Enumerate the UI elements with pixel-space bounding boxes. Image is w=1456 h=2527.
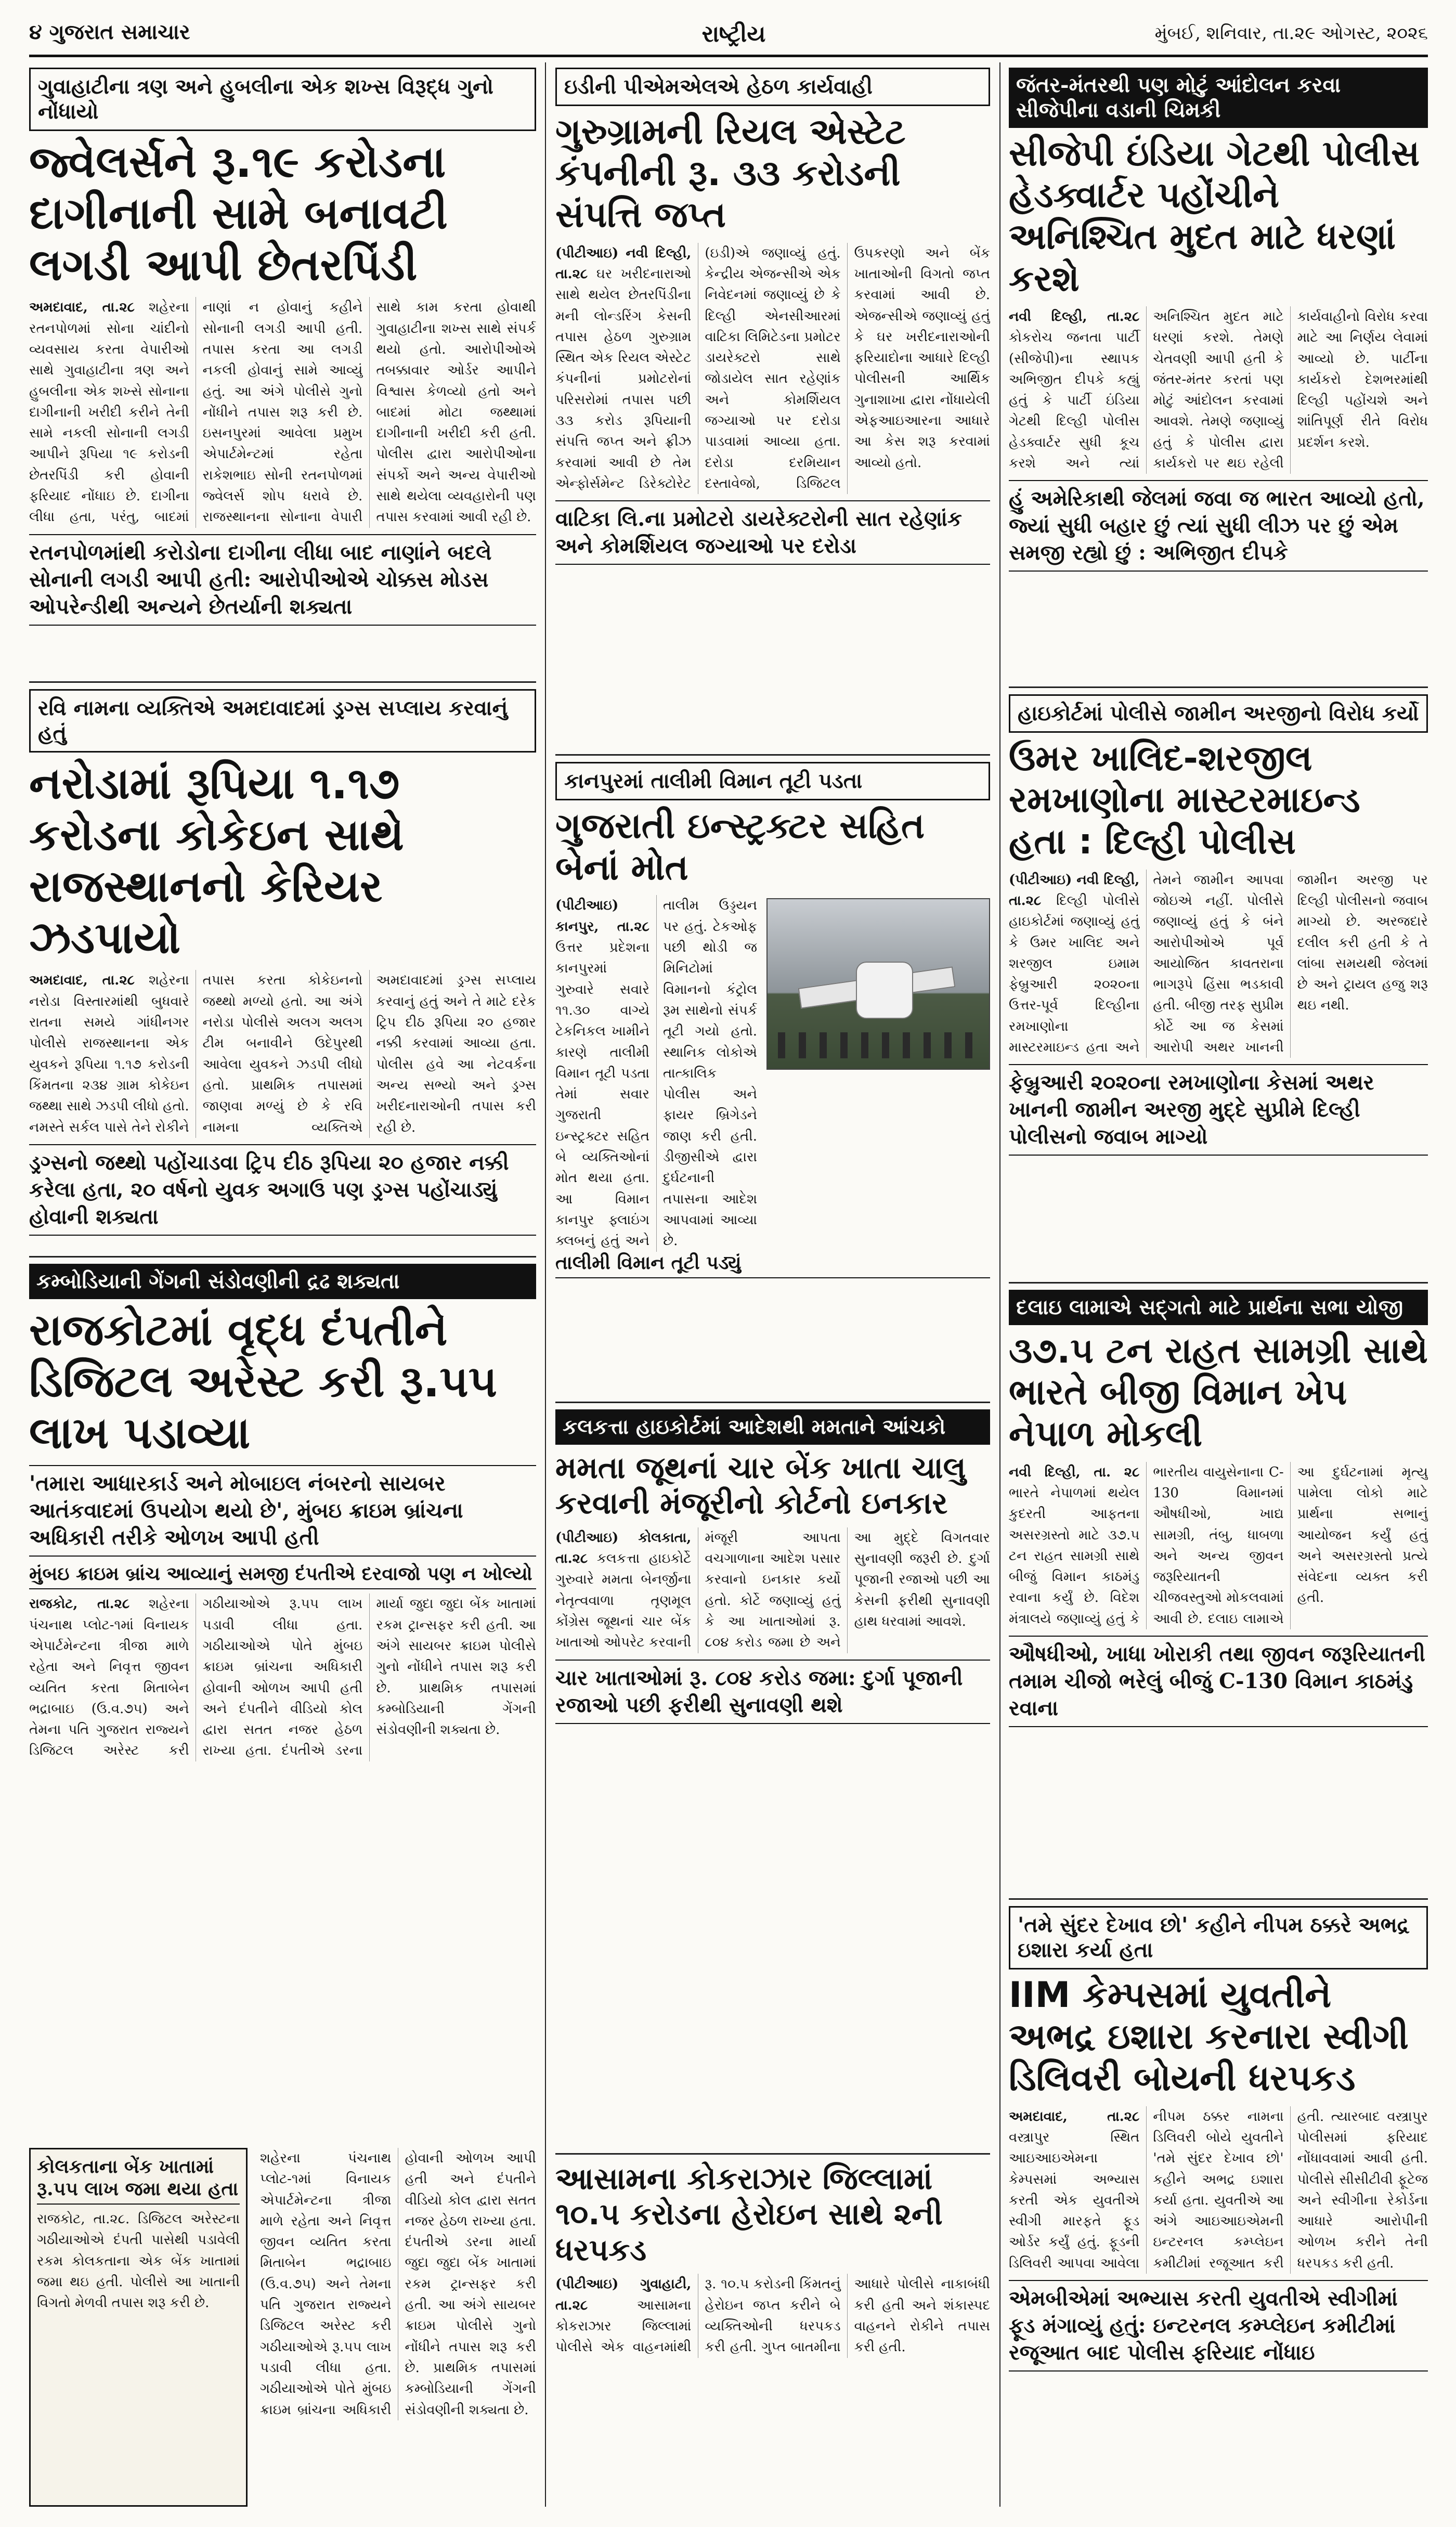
story-text: શહેરના પંચનાથ પ્લોટ-૧માં વિનાયક એપાર્ટમેન્ટના ત્રીજા માળે રહેતા અને નિવૃત્ત જીવન વ્યતિત કરતા મિતાબેન ભદ્રાબાઇ (ઉ.વ.૭૫) અને તેમના પતિ ગુજરાત રાજ્યને ડિજિટલ અરેસ્ટ કરી ગઠીયાઓએ રૂ.૫૫ લાખ પડાવી લીધા હતા. ગઠીયાઓએ પોતે મુંબઇ ક્રાઇમ બ્રાંચના અધિકારી હોવાની ઓળખ આપી હતી અને દંપતીને વીડિયો કોલ દ્વારા સતત નજર હેઠળ રાખ્યા હતા. દંપતીએ ડરના માર્યા જુદા જુદા બેંક ખાતામાં રકમ ટ્રાન્સફર કરી હતી. આ અંગે સાયબર ક્રાઇમ પોલીસે ગુનો નોંધીને તપાસ શરૂ કરી છે. પ્રાથમિક તપાસમાં કમ્બોડિયાની ગેંગની સંડોવણીની શક્યતા છે. — [29, 1596, 536, 1759]
story-rajkot-continued — [260, 2148, 536, 2507]
page-label: ૪ ગુજરાત સમાચાર — [29, 20, 190, 44]
story-headline: ૩૭.૫ ટન રાહત સામગ્રી સાથે ભારતે બીજી વિમાન ખેપ નેપાળ મોકલી — [1009, 1330, 1428, 1455]
story-body — [555, 2274, 990, 2357]
story-divider — [1009, 1282, 1428, 1284]
story-headline: ઉમર ખાલિદ-શરજીલ રમખાણોના માસ્ટરમાઇન્ડ હતા : દિલ્હી પોલીસ — [1009, 738, 1360, 863]
story-kanpur — [555, 762, 990, 1396]
story-headline: સીજેપી ઇંડિયા ગેટથી પોલીસ હેડક્વાર્ટર પહોંચીને અનિશ્ચિત મુદત માટે ધરણાં કરશે — [1009, 133, 1420, 300]
column-rule — [545, 62, 546, 2507]
story-dateline: (પીટીઆઇ) કાનપુર, તા.૨૮ — [555, 898, 649, 935]
story-text: ઉત્તર પ્રદેશના કાનપુરમાં ગુરુવારે સવારે ૧૧.૩૦ વાગ્યે ટેકનિકલ ખામીને કારણે તાલીમી વિમાન તૂટી પડતા તેમાં સવાર ગુજરાતી ઇન્સ્ટ્રક્ટર સહિત બે વ્યક્તિઓનાં મોત થયા હતા. આ વિમાન કાનપુર ફ્લાઇંગ ક્લબનું હતું અને તાલીમ ઉડ્ડયન પર હતું. ટેકઓફ પછી થોડી જ મિનિટોમાં વિમાનનો કંટ્રોલ રૂમ સાથેનો સંપર્ક તૂટી ગયો હતો. સ્થાનિક લોકોએ તાત્કાલિક પોલીસ અને ફાયર બ્રિગેડને જાણ કરી હતી. ડીજીસીએ દ્વારા દુર્ઘટનાની તપાસના આદેશ આપવામાં આવ્યા છે. — [555, 898, 757, 1249]
story-kicker: રવિ નામના વ્યક્તિએ અમદાવાદમાં ડ્રગ્સ સપ્લાય કરવાનું હતું — [29, 689, 536, 753]
story-divider — [555, 754, 990, 756]
story-deck: એમબીએમાં અભ્યાસ કરતી યુવતીએ સ્વીગીમાં ફૂડ મંગાવ્યું હતું: ઇન્ટરનલ કમ્પ્લેઇન કમીટીમાં રજૂઆત બાદ પોલીસ ફરિયાદ નોંધાઇ — [1009, 2280, 1428, 2372]
story-headline: ગુરુગ્રામની રિયલ એસ્ટેટ કંપનીની રૂ. ૩૩ કરોડની સંપત્તિ જપ્ત — [555, 111, 906, 236]
story-body — [1009, 306, 1428, 474]
story-headline: મમતા જૂથનાં ચાર બેંક ખાતા ચાલુ કરવાની મંજૂરીનો કોર્ટનો ઇનકાર — [555, 1450, 966, 1521]
story-dateline: (પીટીઆઇ) નવી દિલ્હી, તા.૨૮ — [555, 245, 692, 282]
story-umar — [1009, 694, 1428, 1277]
story-dateline: નવી દિલ્હી, તા. ૨૮ — [1009, 1464, 1140, 1480]
story-body — [555, 895, 757, 1251]
story-gurugram — [555, 68, 990, 749]
story-body — [555, 243, 990, 495]
story-jantar — [1009, 68, 1428, 681]
story-divider — [1009, 686, 1428, 688]
story-body — [555, 1527, 990, 1653]
section-title: રાષ્ટ્રીય — [701, 21, 766, 47]
story-kicker: ગુવાહાટીના ત્રણ અને હુબલીના એક શખ્સ વિરૂદ્ધ ગુનો નોંધાયો — [29, 68, 536, 131]
story-headline: ગુજરાતી ઇન્સ્ટ્રક્ટર સહિત બેનાં મોત — [555, 806, 925, 889]
story-body — [29, 1593, 536, 1761]
story-divider — [29, 1256, 536, 1258]
story-body — [1009, 2106, 1428, 2274]
story-dateline: અમદાવાદ, તા.૨૮ — [1009, 2108, 1140, 2124]
story-divider — [555, 2153, 990, 2155]
story-text: ઘર ખરીદનારાઓ સાથે થયેલ છેતરપિંડીના મની લોન્ડરિંગ કેસની તપાસ હેઠળ ગુરુગ્રામ સ્થિત એક રિયલ એસ્ટેટ કંપનીનાં પ્રમોટરોનાં પરિસરોમાં તપાસ પછી ૩૩ કરોડ રૂપિયાની સંપત્તિ જપ્ત અને ફ્રીઝ કરવામાં આવી છે તેમ એન્ફોર્સમેન્ટ ડિરેક્ટોરેટ (ઇડી)એ જણાવ્યું હતું. કેન્દ્રીય એજન્સીએ એક નિવેદનમાં જણાવ્યું છે કે દિલ્હી એનસીઆરમાં વાટિકા લિમિટેડના પ્રમોટર ડાયરેક્ટરો સાથે જોડાયેલ સાત રહેણાંક અને કોમર્શિયલ જગ્યાઓ પર દરોડા પાડવામાં આવ્યા હતા. દરોડા દરમિયાન દસ્તાવેજો, ડિજિટલ ઉપકરણો અને બેંક ખાતાઓની વિગતો જપ્ત કરવામાં આવી છે. એજન્સીએ જણાવ્યું હતું કે ઘર ખરીદનારાઓની ફરિયાદોના આધારે દિલ્હી પોલીસની આર્થિક ગુનાશાખા દ્વારા નોંધાયેલી એફઆઇઆરના આધારે આ કેસ શરૂ કરવામાં આવ્યો હતો. — [555, 245, 990, 491]
story-quote: હું અમેરિકાથી જેલમાં જવા જ ભારત આવ્યો હતો, જ્યાં સુધી બહાર છું ત્યાં સુધી લીઝ પર છું એમ સમજી રહ્યો છું : અભિજીત દીપકે — [1009, 480, 1428, 572]
story-text: આસામના કોકરાઝાર જિલ્લામાં પોલીસે એક વાહનમાંથી રૂ. ૧૦.૫ કરોડની કિંમતનું હેરોઇન જપ્ત કરીને બે વ્યક્તિઓની ધરપકડ કરી હતી. ગુપ્ત બાતમીના આધારે પોલીસે નાકાબંધી કરી હતી અને શંકાસ્પદ વાહનને રોકીને તપાસ કરી હતી. — [555, 2276, 990, 2355]
story-narol — [29, 689, 536, 1251]
plane-crash-photo — [766, 898, 990, 1070]
story-deck: ઔષધીઓ, ખાધા ખોરાકી તથા જીવન જરૂરિયાતની તમામ ચીજો ભરેલું બીજું C-130 વિમાન કાઠમંડુ રવાના — [1009, 1636, 1428, 1727]
story-body — [29, 297, 536, 527]
story-nepal — [1009, 1290, 1428, 1893]
story-rajkot — [29, 1264, 536, 2137]
story-text: શહેરના નરોડા વિસ્તારમાંથી બુધવારે રાતના સમયે ગાંધીનગર પોલીસે રાજસ્થાનના એક યુવકને રૂપિયા ૧.૧૭ કરોડની કિંમતના ૨૩૪ ગ્રામ કોકેઇન જથ્થા સાથે ઝડપી લીધો હતો. નમસ્તે સર્કલ પાસે તેને રોકીને તપાસ કરતા કોકેઇનનો જથ્થો મળ્યો હતો. આ અંગે નરોડા પોલીસે અલગ અલગ ટીમ બનાવીને ઉદેપુરથી આવેલા યુવકને ઝડપી લીધો હતો. પ્રાથમિક તપાસમાં જાણવા મળ્યું છે કે રવિ નામના વ્યક્તિએ અમદાવાદમાં ડ્રગ્સ સપ્લાય કરવાનું હતું અને તે માટે દરેક ટ્રિપ દીઠ રૂપિયા ૨૦ હજાર નક્કી કરવામાં આવ્યા હતા. પોલીસ હવે આ નેટવર્કના અન્ય સભ્યો અને ડ્રગ્સ ખરીદનારાઓની તપાસ કરી રહી છે. — [29, 973, 536, 1135]
story-body — [1009, 870, 1428, 1058]
story-divider — [29, 681, 536, 683]
story-dateline: રાજકોટ, તા.૨૮ — [29, 1596, 130, 1612]
story-body — [29, 970, 536, 1137]
story-kicker: કાનપુરમાં તાલીમી વિમાન તૂટી પડતા — [555, 762, 990, 800]
story-text: વસ્ત્રાપુર સ્થિત આઇઆઇએમના કેમ્પસમાં અભ્યાસ કરતી એક યુવતીએ સ્વીગી મારફતે ફૂડ ઓર્ડર કર્યું હતું. ફૂડની ડિલિવરી આપવા આવેલા નીપમ ઠક્કર નામના ડિલિવરી બોયે યુવતીને 'તમે સુંદર દેખાવ છો' કહીને અભદ્ર ઇશારા કર્યા હતા. યુવતીએ આ અંગે આઇઆઇએમની ઇન્ટરનલ કમ્પ્લેઇન કમીટીમાં રજૂઆત કરી હતી. ત્યારબાદ વસ્ત્રાપુર પોલીસમાં ફરિયાદ નોંધાવવામાં આવી હતી. પોલીસે સીસીટીવી ફૂટેજ અને સ્વીગીના રેકોર્ડના આધારે આરોપીની ઓળખ કરીને તેની ધરપકડ કરી હતી. — [1009, 2108, 1428, 2271]
photo-caption: તાલીમી વિમાન તૂટી પડ્યું — [555, 1252, 990, 1278]
story-dateline: (પીટીઆઇ) નવી દિલ્હી, તા.૨૮ — [1009, 872, 1140, 909]
story-dateline: (પીટીઆઇ) ગુવાહાટી, તા.૨૮ — [555, 2276, 692, 2313]
story-headline: જ્વેલર્સને રૂ.૧૯ કરોડના દાગીનાની સામે બનાવટી લગડી આપી છેતરપિંડી — [29, 136, 448, 291]
story-kicker: કલકત્તા હાઇકોર્ટમાં આદેશથી મમતાને આંચકો — [555, 1409, 990, 1445]
story-deck: રતનપોળમાંથી કરોડોના દાગીના લીધા બાદ નાણાંને બદલે સોનાની લગડી આપી હતી: આરોપીઓએ ચોક્કસ મોડસ ઓપરેન્ડીથી અન્યને છેતર્યાની શક્યતા — [29, 534, 536, 626]
story-deck: 'તમારા આધારકાર્ડ અને મોબાઇલ નંબરનો સાયબર આતંકવાદમાં ઉપયોગ થયો છે', મુંબઇ ક્રાઇમ બ્રાંચના અધિકારી તરીકે ઓળખ આપી હતી — [29, 1465, 536, 1557]
story-kicker: કમ્બોડિયાની ગેંગની સંડોવણીની દ્રઢ શક્યતા — [29, 1264, 536, 1299]
masthead — [29, 16, 1428, 57]
story-kolkata-bank — [29, 2148, 248, 2507]
story-deck: ડ્રગ્સનો જથ્થો પહોંચાડવા ટ્રિપ દીઠ રૂપિયા ૨૦ હજાર નક્કી કરેલા હતા, ૨૦ વર્ષનો યુવક અગાઉ પણ ડ્રગ્સ પહોંચાડ્યું હોવાની શક્યતા — [29, 1144, 536, 1236]
story-headline: રાજકોટમાં વૃદ્ધ દંપતીને ડિજિટલ અરેસ્ટ કરી રૂ.૫૫ લાખ પડાવ્યા — [29, 1304, 497, 1459]
story-divider — [555, 1402, 990, 1403]
story-deck: ફેબ્રુઆરી ૨૦૨૦ના રમખાણોના કેસમાં અથર ખાનની જામીન અરજી મુદ્દે સુપ્રીમે દિલ્હી પોલીસનો જવાબ માગ્યો — [1009, 1064, 1428, 1156]
story-body — [1009, 1462, 1428, 1629]
story-text: શહેરના રતનપોળમાં સોના ચાંદીનો વ્યવસાય કરતા વેપારીઓ સાથે ગુવાહાટીના ત્રણ અને હુબલીના એક શખ્સે સોનાના દાગીનાની ખરીદી કરીને તેની સામે નકલી સોનાની લગડી આપીને રૂપિયા ૧૯ કરોડની છેતરપિંડી કરી હોવાની ફરિયાદ નોંધાઇ છે. દાગીના લીધા હતા, પરંતુ, બાદમાં નાણાં ન હોવાનું કહીને સોનાની લગડી આપી હતી. તપાસ કરતા આ લગડી નકલી હોવાનું સામે આવ્યું હતું. આ અંગે પોલીસે ગુનો નોંધીને તપાસ શરૂ કરી છે. ઇસનપુરમાં આવેલા પ્રમુખ એપાર્ટમેન્ટમાં રહેતા રાકેશભાઇ સોની રતનપોળમાં જ્વેલર્સ શોપ ધરાવે છે. રાજસ્થાનના સોનાના વેપારી સાથે કામ કરતા હોવાથી ગુવાહાટીના શખ્સ સાથે સંપર્ક થયો હતો. આરોપીઓએ તબક્કાવાર ઓર્ડર આપીને વિશ્વાસ કેળવ્યો હતો અને બાદમાં મોટા જથ્થામાં દાગીનાની ખરીદી કરી હતી. પોલીસ દ્વારા આરોપીઓના સંપર્કો અને અન્ય વેપારીઓ સાથે થયેલા વ્યવહારોની પણ તપાસ કરવામાં આવી રહી છે. — [29, 300, 536, 525]
column-rule — [999, 62, 1000, 2507]
story-text: ભારતે નેપાળમાં થયેલ કુદરતી આફતના અસરગ્રસ્તો માટે ૩૭.૫ ટન રાહત સામગ્રી સાથે બીજું વિમાન કાઠમંડુ રવાના કર્યું છે. વિદેશ મંત્રાલયે જણાવ્યું હતું કે ભારતીય વાયુસેનાના C-130 વિમાનમાં ઔષધીઓ, ખાદ્ય સામગ્રી, તંબુ, ધાબળા અને અન્ય જીવન જરૂરિયાતની ચીજવસ્તુઓ મોકલવામાં આવી છે. દલાઇ લામાએ આ દુર્ઘટનામાં મૃત્યુ પામેલા લોકો માટે પ્રાર્થના સભાનું આયોજન કર્યું હતું અને અસરગ્રસ્તો પ્રત્યે સંવેદના વ્યક્ત કરી હતી. — [1009, 1464, 1428, 1627]
story-assam — [555, 2161, 990, 2507]
story-text: કોકરોચ જનતા પાર્ટી (સીજેપી)ના સ્થાપક અભિજીત દીપકે કહ્યું હતું કે પાર્ટી ઇંડિયા ગેટથી દિલ્હી પોલીસ હેડક્વાર્ટર સુધી કૂચ કરશે અને ત્યાં અનિશ્ચિત મુદત માટે ધરણાં કરશે. તેમણે ચેતવણી આપી હતી કે જંતર-મંતર કરતાં પણ મોટું આંદોલન કરવામાં આવશે. તેમણે જણાવ્યું હતું કે પોલીસ દ્વારા કાર્યકરો પર થઇ રહેલી કાર્યવાહીનો વિરોધ કરવા માટે આ નિર્ણય લેવામાં આવ્યો છે. પાર્ટીના કાર્યકરો દેશભરમાંથી દિલ્હી પહોંચશે અને શાંતિપૂર્ણ રીતે વિરોધ પ્રદર્શન કરશે. — [1009, 308, 1428, 472]
story-kicker: 'તમે સુંદર દેખાવ છો' કહીને નીપમ ઠક્કરે અભદ્ર ઇશારા કર્યા હતા — [1009, 1906, 1428, 1969]
story-deck: ચાર ખાતાઓમાં રૂ. ૮૦૪ કરોડ જમા: દુર્ગા પૂજાની રજાઓ પછી ફરીથી સુનાવણી થશે — [555, 1660, 990, 1724]
story-kolkata-hc — [555, 1409, 990, 2148]
story-deck: વાટિકા લિ.ના પ્રમોટરો ડાયરેક્ટરોની સાત રહેણાંક અને કોમર્શિયલ જગ્યાઓ પર દરોડા — [555, 500, 990, 565]
story-dateline: નવી દિલ્હી, તા.૨૮ — [1009, 308, 1140, 325]
story-divider — [1009, 1898, 1428, 1900]
story-kicker: ઇડીની પીએમએલએ હેઠળ કાર્યવાહી — [555, 68, 990, 106]
onlookers — [778, 1032, 976, 1058]
story-body: શહેરના પંચનાથ પ્લોટ-૧માં વિનાયક એપાર્ટમેન્ટના ત્રીજા માળે રહેતા અને નિવૃત્ત જીવન વ્યતિત કરતા મિતાબેન ભદ્રાબાઇ (ઉ.વ.૭૫) અને તેમના પતિ ગુજરાત રાજ્યને ડિજિટલ અરેસ્ટ કરી ગઠીયાઓએ રૂ.૫૫ લાખ પડાવી લીધા હતા. ગઠીયાઓએ પોતે મુંબઇ ક્રાઇમ બ્રાંચના અધિકારી હોવાની ઓળખ આપી હતી અને દંપતીને વીડિયો કોલ દ્વારા સતત નજર હેઠળ રાખ્યા હતા. દંપતીએ ડરના માર્યા જુદા જુદા બેંક ખાતામાં રકમ ટ્રાન્સફર કરી હતી. આ અંગે સાયબર ક્રાઇમ પોલીસે ગુનો નોંધીને તપાસ શરૂ કરી છે. પ્રાથમિક તપાસમાં કમ્બોડિયાની ગેંગની સંડોવણીની શક્યતા છે. — [260, 2150, 536, 2418]
story-kicker: દલાઇ લામાએ સદ્ગતો માટે પ્રાર્થના સભા યોજી — [1009, 1290, 1428, 1325]
story-kicker: જંતર-મંતરથી પણ મોટું આંદોલન કરવા સીજેપીના વડાની ચિમકી — [1009, 68, 1428, 128]
plane-fuselage — [856, 962, 913, 1019]
story-kicker: હાઇકોર્ટમાં પોલીસે જામીન અરજીનો વિરોધ કર્યો — [1009, 694, 1428, 733]
story-kicker: કોલકતાના બેંક ખાતામાં રૂ.૫૫ લાખ જમા થયા હતા — [37, 2156, 240, 2205]
story-text: કલકત્તા હાઇકોર્ટે ગુરુવારે મમતા બેનર્જીના નેતૃત્વવાળા તૃણમૂલ કોંગ્રેસ જૂથનાં ચાર બેંક ખાતાઓ ઓપરેટ કરવાની મંજૂરી આપતા વચગાળાના આદેશ પસાર કરવાનો ઇનકાર કર્યો હતો. કોર્ટે જણાવ્યું હતું કે આ ખાતાઓમાં રૂ. ૮૦૪ કરોડ જમા છે અને આ મુદ્દે વિગતવાર સુનાવણી જરૂરી છે. દુર્ગા પૂજાની રજાઓ પછી આ કેસની ફરીથી સુનાવણી હાથ ધરવામાં આવશે. — [555, 1530, 990, 1651]
story-headline: IIM કેમ્પસમાં યુવતીને અભદ્ર ઇશારા કરનારા સ્વીગી ડિલિવરી બોયની ધરપકડ — [1009, 1975, 1409, 2100]
story-iim — [1009, 1906, 1428, 2507]
date-line: મુંબઈ, શનિવાર, તા.૨૯ ઓગસ્ટ, ૨૦૨૬ — [1154, 23, 1428, 44]
story-dateline: (પીટીઆઇ) કોલકાતા, તા.૨૮ — [555, 1530, 692, 1567]
story-subdeck: મુંબઇ ક્રાઇમ બ્રાંચ આવ્યાનું સમજી દંપતીએ દરવાજો પણ ન ખોલ્યો — [29, 1563, 536, 1589]
story-headline: નરોડામાં રૂપિયા ૧.૧૭ કરોડના કોકેઇન સાથે રાજસ્થાનનો કેરિયર ઝડપાયો — [29, 758, 404, 964]
story-gold — [29, 68, 536, 676]
story-text: દિલ્હી પોલીસે હાઇકોર્ટમાં જણાવ્યું હતું કે ઉમર ખાલિદ અને શરજીલ ઇમામ ફેબ્રુઆરી ૨૦૨૦ના ઉત્તર-પૂર્વ દિલ્હીના રમખાણોના માસ્ટરમાઇન્ડ હતા અને તેમને જામીન આપવા જોઇએ નહીં. પોલીસે જણાવ્યું હતું કે બંને આરોપીઓએ પૂર્વ આયોજિત કાવતરાના ભાગરૂપે હિંસા ભડકાવી હતી. બીજી તરફ સુપ્રીમ કોર્ટે આ જ કેસમાં આરોપી અથર ખાનની જામીન અરજી પર દિલ્હી પોલીસનો જવાબ માગ્યો છે. અરજદારે દલીલ કરી હતી કે તે લાંબા સમયથી જેલમાં છે અને ટ્રાયલ હજુ શરૂ થઇ નથી. — [1009, 872, 1428, 1056]
story-dateline: અમદાવાદ, તા.૨૮ — [29, 300, 135, 316]
story-dateline: અમદાવાદ, તા.૨૮ — [29, 973, 135, 989]
story-headline: આસામના કોકરાઝાર જિલ્લામાં ૧૦.૫ કરોડના હેરોઇન સાથે ૨ની ધરપકડ — [555, 2161, 943, 2267]
story-body: રાજકોટ, તા.૨૮. ડિજિટલ અરેસ્ટના ગઠીયાઓએ દંપતી પાસેથી પડાવેલી રકમ કોલકતાના એક બેંક ખાતામાં જમા થઇ હતી. પોલીસે આ ખાતાની વિગતો મેળવી તપાસ શરૂ કરી છે. — [37, 2211, 240, 2311]
